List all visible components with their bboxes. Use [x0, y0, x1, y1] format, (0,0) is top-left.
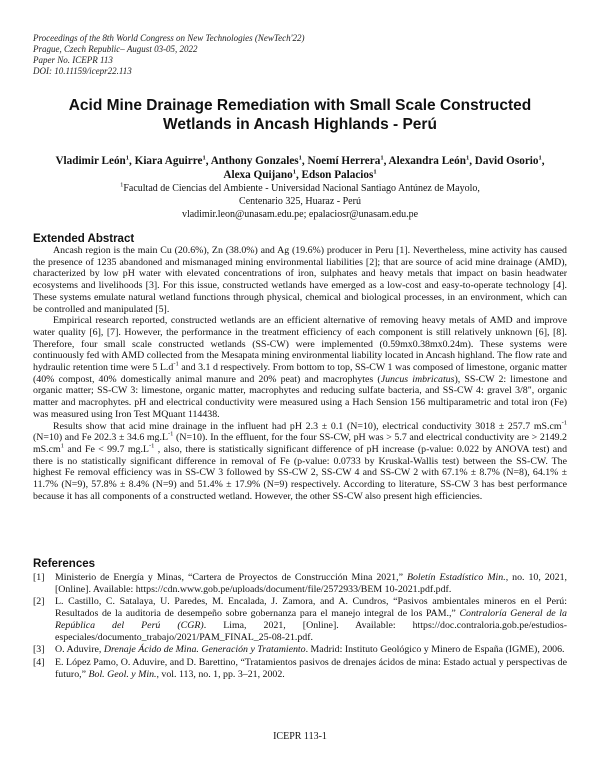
- author: Kiara Aguirre: [134, 155, 203, 167]
- author-affil-mark: 1: [125, 154, 130, 162]
- abstract-heading: Extended Abstract: [33, 233, 135, 245]
- reference-list: [33, 572, 567, 681]
- paper-title: [40, 96, 560, 134]
- author-affil-mark: 1: [380, 154, 384, 162]
- author-affil-mark: 1: [202, 154, 206, 162]
- abstract-paragraph-2: Empirical research reported, constructed wetlands are an efficient alternative of removing heavy metals of AMD and improve water quality [6], [7]. However, the performance in the treatment efficiency of each component is still relatively unknown [6], [8]. Therefore, four small scale constructed wetlands (SS-CW) were implemented (0.59mx0.38mx0.24m). These systems were continuously fed with AMD collected from the Mesapata mining environmental liability located in Ancash highland. The flow rate and hydraulic retention time were 5 $L.d^{-1}$ and 3.1 d respectively. From bottom to top, SS-CW 1 was composed of limestone, organic matter (40% compost, 40% domestically animal manure and 20% peat) and macrophytes (Juncus imbricatus), SS-CW 2: limestone and organic matter; SS-CW 3: limestone, organic matter, macrophytes and reducing sulfate bacteria, and SS-CW 4: gravel 3/8", organic matter and macrophytes. pH and electrical conductivity were measured using a Hach Sension 156 multiparametric and total iron (Fe) was measured using Iron Test MQuant 114438.: [33, 315, 568, 420]
- abstract-body: [33, 245, 567, 502]
- affiliation-block: [25, 182, 575, 221]
- author: Edson Palacios: [301, 169, 374, 181]
- references-heading: References: [33, 558, 96, 570]
- reference-number: [1]: [33, 572, 45, 583]
- reference-number: [4]: [33, 656, 45, 668]
- author: David Osorio: [474, 155, 539, 167]
- proceedings-header: [33, 33, 305, 77]
- page-footer: ICEPR 113-1: [273, 731, 327, 742]
- affiliation-address: Centenario 325, Huaraz - Perú: [239, 196, 361, 207]
- author-affil-mark: 1: [538, 154, 542, 162]
- author-list: Vladimir León$^1$, Kiara Aguirre$^1$, Anthony Gonzales$^1$, Noemí Herrera$^1$, Alexandra León$^1$, David Osorio$^1$, Alexa Quijano$^1$, Edson Palacios$^1$: [55, 154, 545, 181]
- species-name: Juncus imbricatus: [380, 373, 455, 385]
- author: Alexa Quijano: [223, 169, 293, 181]
- author-affil-mark: 1: [373, 168, 377, 176]
- reference-item: [2] L. Castillo, C. Satalaya, U. Paredes, M. Encalada, J. Zamora, and A. Cundros, “Pasivos ambientales mineros en el Perú: Resultados de la auditoria de desempeño sobre gobernanza para el manejo integral de los PAM.,” Contraloría General de la República del Perú (CGR). Lima, 2021, [Online]. Available: https://doc.contraloria.gob.pe/estudios-especiales/documento_trabajo/2021/PAM_FINAL_25-08-21.pdf.: [33, 596, 568, 643]
- author: Anthony Gonzales: [210, 155, 299, 167]
- contact-emails[interactable]: vladimir.leon@unasam.edu.pe; epalaciosr@unasam.edu.pe: [181, 209, 419, 220]
- title-line-1: Acid Mine Drainage Remediation with Small Scale Constructed: [68, 97, 532, 114]
- reference-link-text[interactable]: . Lima, 2021, [Online]. Available: https://doc.contraloria.gob.pe/estudios-especiales/documento_trabajo/2021/PAM_FINAL_25-08-21.pdf.: [55, 619, 568, 643]
- header-doi: DOI: 10.11159/icepr22.113: [33, 66, 132, 76]
- header-conference: Proceedings of the 8th World Congress on New Technologies (NewTech'22): [33, 33, 305, 43]
- author: Noemí Herrera: [307, 155, 381, 167]
- reference-number: [3]: [33, 644, 45, 656]
- reference-item: [4] E. López Pamo, O. Aduvire, and D. Barettino, “Tratamientos pasivos de drenajes ácidos de mina: Estado actual y perspectivas de futuro,” Bol. Geol. y Min., vol. 113, no. 1, pp. 3–21, 2002.: [33, 656, 567, 680]
- author-affil-mark: 1: [292, 168, 296, 176]
- author-affil-mark: 1: [298, 154, 302, 162]
- author: Vladimir León: [55, 155, 126, 167]
- header-paper-number: Paper No. ICEPR 113: [33, 55, 113, 65]
- author: Alexandra León: [388, 155, 466, 167]
- header-location-date: Prague, Czech Republic– August 03-05, 2022: [33, 44, 198, 54]
- reference-item: [3] O. Aduvire, Drenaje Ácido de Mina. Generación y Tratamiento. Madrid: Instituto Geológico y Minero de España (IGME), 2006.: [33, 644, 565, 656]
- reference-item: [1] Ministerio de Energía y Minas, “Cartera de Proyectos de Construcción Mina 2021,” Boletín Estadístico Min., no. 10, 2021, [Online]. Available: https://cdn.www.gob.pe/uploads/document/file/2572933/BEM 10-2021.pdf.pdf.: [33, 572, 568, 595]
- abstract-paragraph-3: Results show that acid mine drainage in the influent had pH 2.3 ± 0.1 (N=10), electrical conductivity 3018 ± 257.7 $mS.cm^{-1}$ (N=10) and Fe 202.3 ± 34.6 $mg.L^{-1}$ (N=10). In the effluent, for the four SS-CW, pH was > 5.7 and electrical conductivity are > 2149.2 $mS.cm^1$ and Fe < 99.7 $mg.L^{-1}$ , also, there is statistically significant difference of pH increase (p-value: 0.022 by ANOVA test) and there is no statistically significant difference in removal of Fe (p-value: 0.0733 by Kruskal-Wallis test) between the SS-CW. The highest Fe removal efficiency was in SS-CW 3 followed by SS-CW 2, SS-CW 4 and SS-CW 2 with 67.1% ± 8.7% (N=8), 64.1% ± 11.7% (N=9), 57.8% ± 8.4% (N=9) and 51.4% ± 17.9% (N=9) respectively. According to literature, SS-CW 3 has best performance because it has all components of a constructed wetland. However, the other SS-CW also present high efficiencies.: [33, 419, 568, 502]
- reference-number: [2]: [33, 596, 45, 608]
- affil-mark: 1: [120, 181, 124, 189]
- author-affil-mark: 1: [465, 154, 470, 162]
- reference-link-text[interactable]: , no. 10, 2021, [Online]. Available: https://cdn.www.gob.pe/uploads/document/file/2572933/BEM 10-2021.pdf.pdf.: [55, 572, 568, 595]
- abstract-paragraph-1: Ancash region is the main Cu (20.6%), Zn (38.0%) and Ag (19.6%) producer in Peru [1]. Nevertheless, mine activity has caused the presence of 1235 abandoned and mismanaged mining environmental liabilities [2]; that are source of acid mine drainage (AMD), characterized by low pH water with elevated concentrations of iron, sulphates and heavy metals that impact on basin headwater ecosystems and livelihoods [3]. For this issue, constructed wetlands have emerged as a low-cost and easy-to-operate technology [4]. These systems emulate natural wetland functions through physical, chemical and biological processes, in an environment, which can be controlled and manipulated [5].: [33, 245, 567, 315]
- title-line-2: Wetlands in Ancash Highlands - Perú: [163, 116, 437, 133]
- affiliation-institution: Facultad de Ciencias del Ambiente - Universidad Nacional Santiago Antúnez de Mayolo,: [123, 183, 480, 194]
